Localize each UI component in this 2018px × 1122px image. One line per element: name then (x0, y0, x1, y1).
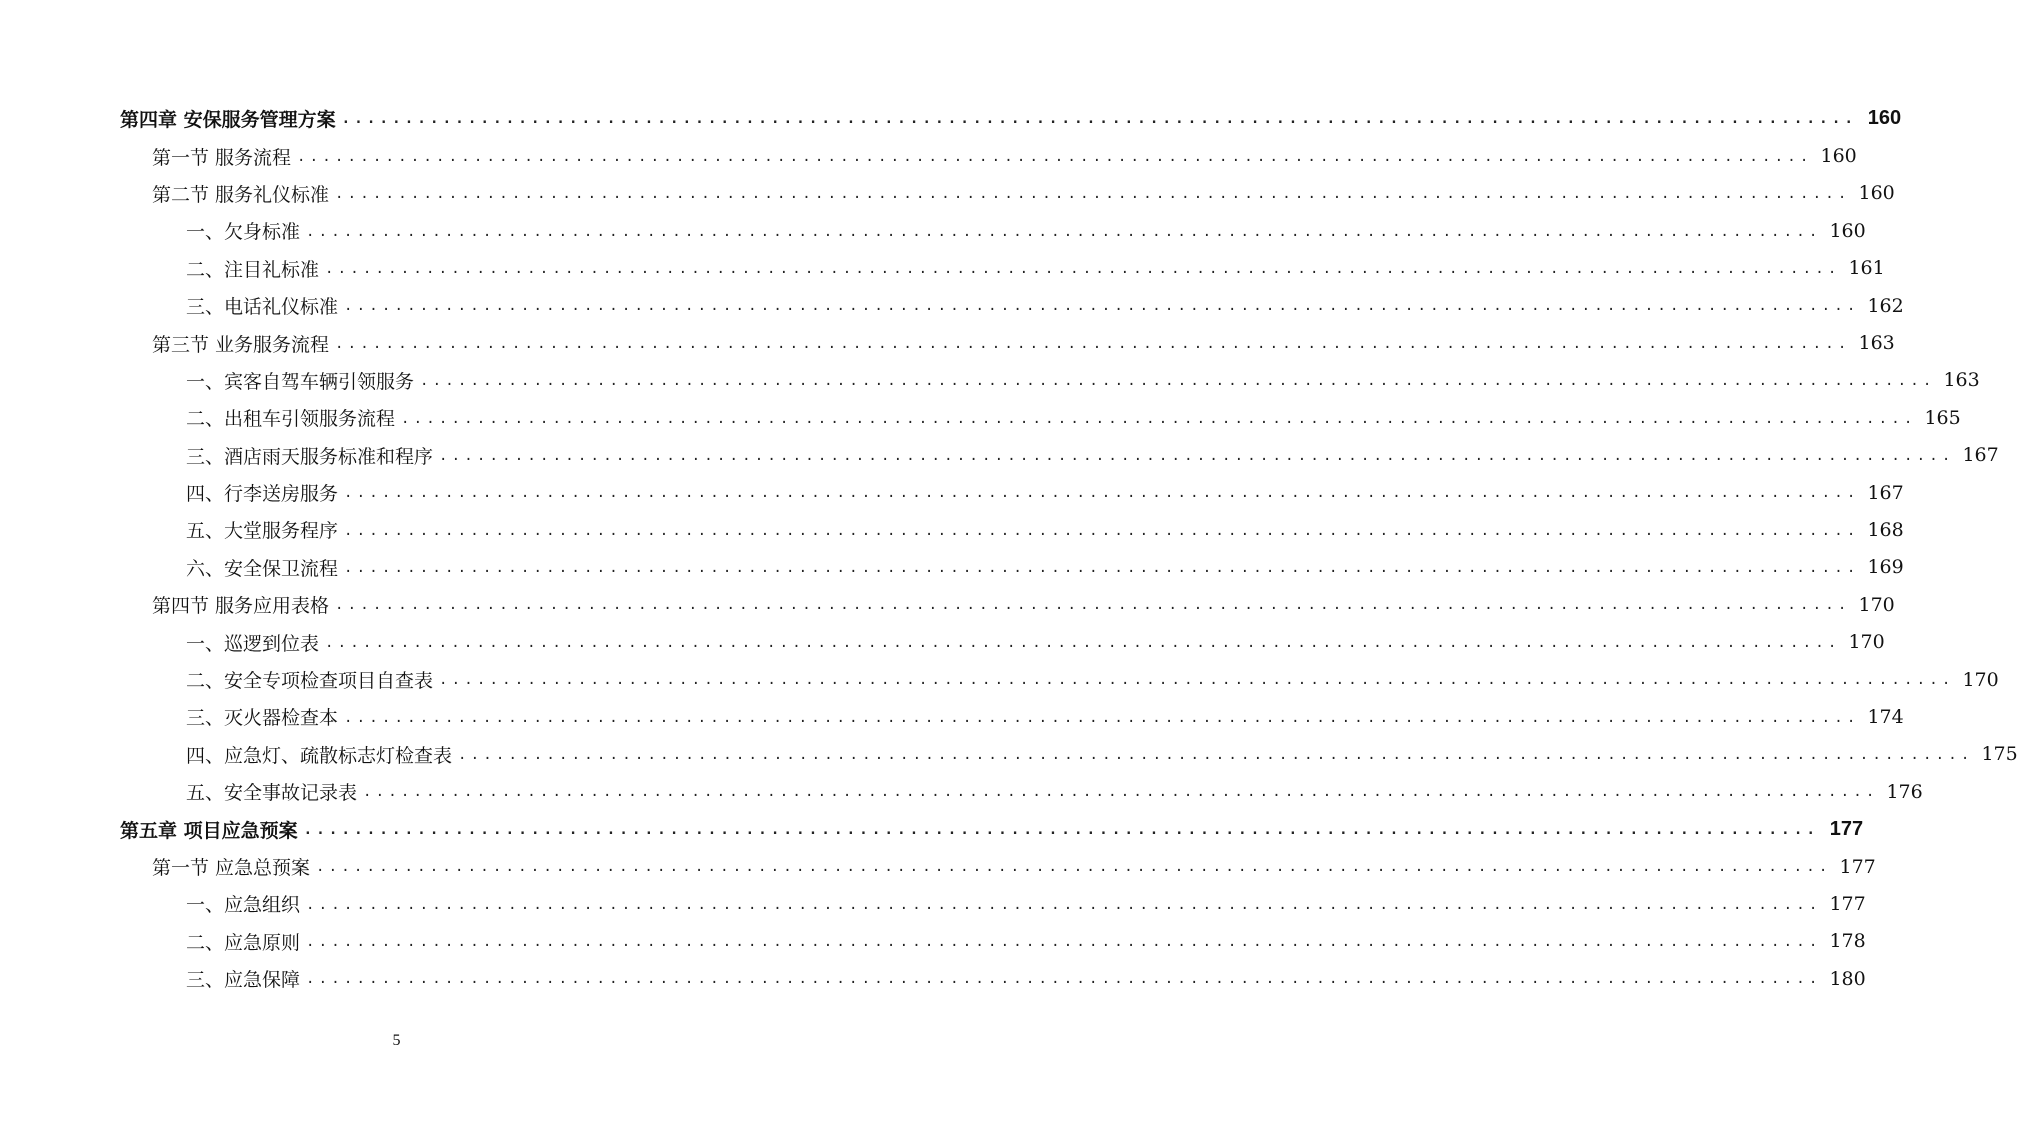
toc-dot-leader: ........................................................................................................................ (316, 859, 1832, 876)
toc-dot-leader: ........................................................................................................................ (344, 709, 1860, 726)
toc-subsection-entry[interactable] (0, 212, 1866, 249)
toc-entry-title: 第四章 安保服务管理方案 (120, 109, 336, 132)
toc-dot-leader: ........................................................................................................................ (344, 522, 1860, 539)
toc-entry-title: 一、宾客自驾车辆引领服务 (186, 370, 415, 393)
toc-subsection-entry[interactable] (0, 437, 1999, 474)
toc-dot-leader: ........................................................................................................................ (439, 447, 1955, 464)
toc-dot-leader: ........................................................................................................................ (306, 223, 1822, 240)
toc-section-entry[interactable] (0, 848, 1876, 885)
toc-entry-page: 162 (1867, 294, 1904, 317)
toc-subsection-entry[interactable] (0, 399, 1961, 436)
page-number: 5 (392, 1032, 401, 1049)
toc-entry-page: 169 (1867, 556, 1904, 579)
toc-entry-title: 一、欠身标准 (186, 221, 301, 244)
toc-chapter-entry[interactable] (0, 810, 1864, 847)
toc-dot-leader: ........................................................................................................................ (344, 485, 1860, 502)
toc-dot-leader: ........................................................................................................................ (325, 634, 1841, 651)
toc-subsection-entry[interactable] (0, 923, 1866, 960)
toc-entry-page: 177 (1839, 855, 1876, 878)
toc-subsection-entry[interactable] (0, 623, 1885, 660)
toc-entry-title: 三、酒店雨天服务标准和程序 (186, 445, 434, 468)
toc-entry-page: 167 (1962, 444, 1999, 467)
toc-entry-page: 180 (1829, 967, 1866, 990)
toc-entry-page: 170 (1858, 593, 1895, 616)
toc-entry-page: 163 (1943, 369, 1980, 392)
toc-subsection-entry[interactable] (0, 661, 1999, 698)
toc-entry-title: 第一节 应急总预案 (152, 857, 311, 879)
toc-subsection-entry[interactable] (0, 287, 1904, 324)
toc-dot-leader: ........................................................................................................................ (306, 896, 1822, 913)
toc-subsection-entry[interactable] (0, 362, 1980, 399)
toc-entry-title: 第三节 业务服务流程 (152, 333, 330, 356)
toc-dot-leader: ........................................................................................................................ (335, 335, 1851, 352)
toc-entry-title: 二、应急原则 (186, 931, 301, 954)
toc-entry-title: 第二节 服务礼仪标准 (152, 183, 330, 206)
toc-dot-leader: ........................................................................................................................ (297, 148, 1813, 165)
toc-dot-leader: ........................................................................................................................ (325, 260, 1841, 277)
toc-entry-page: 170 (1848, 631, 1885, 654)
toc-subsection-entry[interactable] (0, 549, 1904, 586)
toc-dot-leader: ........................................................................................................................ (458, 747, 1974, 764)
toc-section-entry[interactable] (0, 586, 1895, 623)
toc-entry-page: 170 (1962, 668, 1999, 691)
toc-entry-page: 178 (1829, 930, 1866, 953)
toc-entry-page: 176 (1886, 780, 1923, 803)
toc-entry-page: 160 (1867, 107, 1902, 130)
toc-dot-leader: ........................................................................................................................ (335, 597, 1851, 614)
toc-entry-title: 三、电话礼仪标准 (186, 296, 339, 319)
toc-dot-leader: ........................................................................................................................ (335, 186, 1851, 203)
toc-dot-leader: ........................................................................................................................ (363, 784, 1879, 801)
toc-entry-page: 160 (1858, 182, 1895, 205)
toc-dot-leader: ........................................................................................................................ (420, 373, 1936, 390)
toc-subsection-entry[interactable] (0, 736, 2018, 773)
toc-subsection-entry[interactable] (0, 511, 1904, 548)
toc-dot-leader: ........................................................................................................................ (344, 560, 1860, 577)
toc-entry-title: 二、出租车引领服务流程 (186, 408, 396, 431)
toc-entry-title: 三、灭火器检查本 (186, 707, 339, 730)
toc-entry-page: 160 (1829, 219, 1866, 242)
toc-dot-leader: ........................................................................................................................ (344, 298, 1860, 315)
toc-entry-page: 177 (1829, 892, 1866, 915)
toc-entry-page: 163 (1858, 332, 1895, 355)
toc-entry-title: 五、大堂服务程序 (186, 520, 339, 543)
toc-section-entry[interactable] (0, 175, 1895, 212)
toc-entry-page: 165 (1924, 406, 1961, 429)
toc-subsection-entry[interactable] (0, 474, 1904, 511)
toc-entry-title: 六、安全保卫流程 (186, 557, 339, 580)
toc-subsection-entry[interactable] (0, 698, 1904, 735)
toc-subsection-entry[interactable] (0, 960, 1866, 997)
toc-entry-page: 161 (1848, 257, 1885, 280)
table-of-contents (0, 100, 2018, 997)
toc-section-entry[interactable] (0, 137, 1857, 174)
toc-subsection-entry[interactable] (0, 250, 1885, 287)
toc-entry-page: 167 (1867, 481, 1904, 504)
toc-entry-title: 一、应急组织 (186, 894, 301, 917)
toc-entry-title: 第四节 服务应用表格 (152, 595, 330, 618)
toc-entry-title: 一、巡逻到位表 (186, 632, 320, 655)
toc-section-entry[interactable] (0, 324, 1895, 361)
toc-dot-leader: ........................................................................................................................ (306, 971, 1822, 988)
toc-subsection-entry[interactable] (0, 773, 1923, 810)
toc-entry-title: 四、行李送房服务 (186, 483, 339, 506)
toc-entry-page: 177 (1829, 817, 1864, 840)
toc-chapter-entry[interactable] (0, 100, 1902, 137)
toc-dot-leader: ........................................................................................................................ (401, 410, 1917, 427)
toc-dot-leader: ........................................................................................................................ (439, 672, 1955, 689)
toc-subsection-entry[interactable] (0, 885, 1866, 922)
toc-entry-page: 168 (1867, 518, 1904, 541)
toc-entry-title: 四、应急灯、疏散标志灯检查表 (186, 744, 453, 767)
toc-entry-title: 三、应急保障 (186, 969, 301, 992)
toc-entry-title: 二、安全专项检查项目自查表 (186, 670, 434, 693)
toc-entry-title: 五、安全事故记录表 (186, 782, 358, 805)
toc-entry-page: 175 (1981, 743, 2018, 766)
toc-entry-title: 二、注目礼标准 (186, 258, 320, 281)
toc-entry-title: 第一节 服务流程 (152, 146, 292, 169)
toc-dot-leader: ........................................................................................................................ (303, 821, 1820, 838)
toc-dot-leader: ........................................................................................................................ (306, 933, 1822, 950)
toc-dot-leader: ........................................................................................................................ (341, 111, 1858, 128)
toc-entry-title: 第五章 项目应急预案 (120, 819, 298, 842)
toc-entry-page: 160 (1820, 145, 1857, 168)
toc-entry-page: 174 (1867, 705, 1904, 728)
